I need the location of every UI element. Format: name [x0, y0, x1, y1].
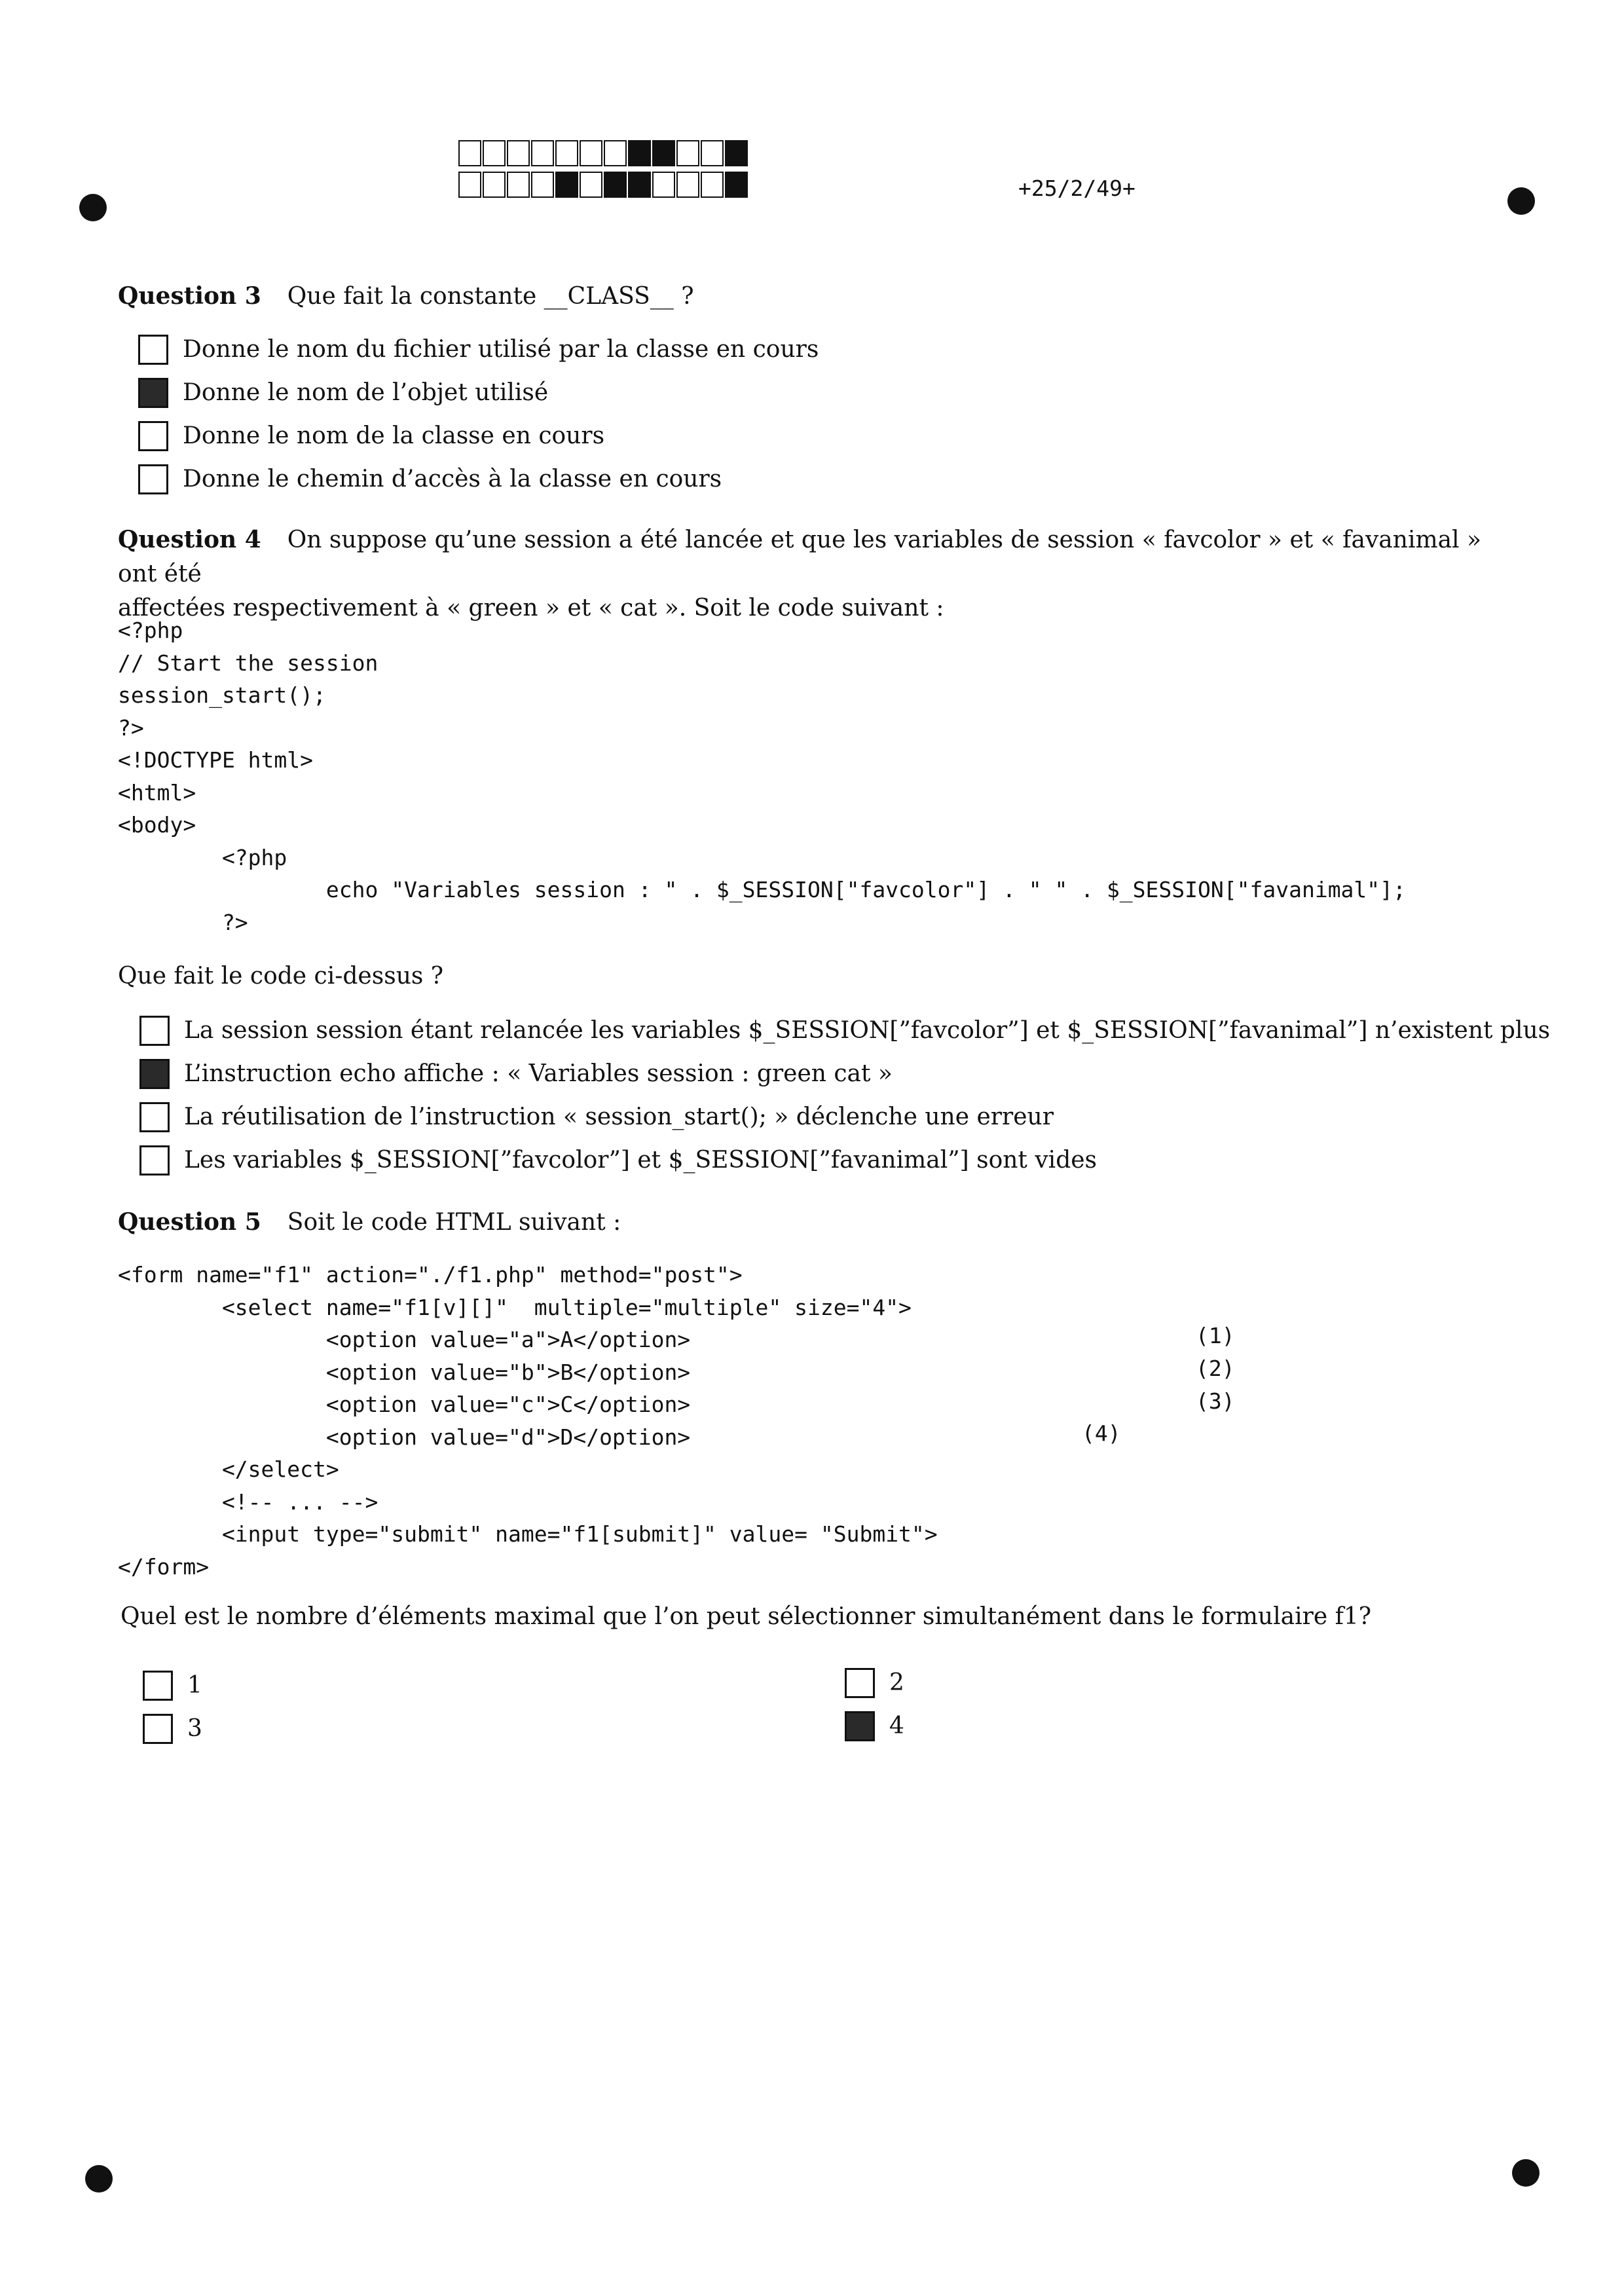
checkbox[interactable] — [138, 335, 168, 365]
question-3-label: Question 3 — [118, 282, 261, 310]
choice-label: Donne le nom de la classe en cours — [183, 422, 605, 449]
barcode-top-cell — [458, 140, 481, 166]
checkbox[interactable] — [139, 1102, 170, 1132]
choice-label: Les variables $_SESSION[”favcolor”] et $_SESSION[”favanimal”] sont vides — [184, 1147, 1098, 1174]
checkbox[interactable] — [138, 464, 168, 494]
checkbox[interactable] — [143, 1671, 173, 1701]
checkbox[interactable] — [139, 1016, 170, 1046]
q4-choice-2[interactable] — [139, 1058, 893, 1090]
barcode-top-cell — [507, 140, 530, 166]
checkbox[interactable] — [139, 1059, 170, 1089]
q3-choice-1[interactable] — [138, 334, 819, 365]
q4-choice-3[interactable] — [139, 1102, 1054, 1133]
q5-choice-3[interactable] — [143, 1713, 202, 1745]
code-marker-3: (3) — [1196, 1388, 1235, 1414]
barcode-bottom-cell — [701, 172, 724, 198]
q5-choice-4[interactable] — [845, 1711, 904, 1742]
choice-label: L’instruction echo affiche : « Variables session : green cat » — [184, 1060, 893, 1087]
choice-label: Donne le nom de l’objet utilisé — [183, 379, 549, 406]
barcode-top-cell — [676, 140, 699, 166]
question-4-text — [118, 523, 1506, 625]
q3-choice-3[interactable] — [138, 420, 604, 452]
code-marker-2: (2) — [1196, 1356, 1235, 1381]
choice-label: Donne le chemin d’accès à la classe en cours — [183, 466, 722, 492]
checkbox[interactable] — [845, 1668, 875, 1698]
q4-choice-1[interactable] — [139, 1015, 1550, 1046]
registration-dot-bottom-left — [85, 2165, 113, 2193]
barcode-top-row — [458, 140, 749, 169]
checkbox[interactable] — [138, 378, 168, 408]
checkbox[interactable] — [143, 1714, 173, 1744]
q4-choice-4[interactable] — [139, 1145, 1097, 1176]
question-5-label: Question 5 — [118, 1208, 261, 1236]
checkbox[interactable] — [845, 1711, 875, 1741]
question-5-prompt: Quel est le nombre d’éléments maximal que l’on peut sélectionner simultanément dans le formulaire f1? — [120, 1603, 1372, 1630]
checkbox[interactable] — [138, 421, 168, 451]
barcode-bottom-cell — [507, 172, 530, 198]
barcode-top-cell — [725, 140, 748, 166]
question-4-line-1: On suppose qu’une session a été lancée et que les variables de session « favcolor » et « favanimal » ont été — [118, 527, 1482, 587]
barcode-top-cell — [652, 140, 675, 166]
barcode-top-cell — [701, 140, 724, 166]
registration-dot-bottom-right — [1512, 2159, 1540, 2187]
registration-dot-top-right — [1507, 187, 1535, 215]
html-code-block: <form name="f1" action="./f1.php" method="post"> <select name="f1[v][]" multiple="multiple" size="4"> <option value="a">A</option> <option value="b">B</option> <option value="c">C</option> <option value="d">D</option> </select> <!-- ... --> <input type="submit" name="f1[submit]" value= "Submit"> </form> — [118, 1262, 938, 1580]
barcode-top-cell — [580, 140, 602, 166]
q5-choice-2[interactable] — [845, 1667, 904, 1699]
q3-choice-4[interactable] — [138, 464, 722, 495]
choice-label: 4 — [889, 1713, 904, 1739]
question-5-header — [118, 1206, 621, 1238]
choice-label: La session session étant relancée les variables $_SESSION[”favcolor”] et $_SESSION[”favanimal”] n’existent plus — [184, 1017, 1551, 1044]
barcode-bottom-cell — [725, 172, 748, 198]
barcode-top-cell — [604, 140, 627, 166]
choice-label: 3 — [187, 1715, 202, 1742]
question-4-prompt: Que fait le code ci-dessus ? — [118, 963, 444, 990]
choice-label: Donne le nom du fichier utilisé par la classe en cours — [183, 336, 819, 363]
barcode-bottom-cell — [458, 172, 481, 198]
question-3-header — [118, 280, 694, 312]
choice-label: 2 — [889, 1669, 904, 1696]
barcode-top-cell — [628, 140, 651, 166]
barcode-bottom-cell — [676, 172, 699, 198]
question-3-text: Que fait la constante __CLASS__ ? — [287, 283, 694, 310]
php-code-block: <?php // Start the session session_start(); ?> <!DOCTYPE html> <html> <body> <?php echo "Variables session : " . $_SESSION["favcolor"] . " " . $_SESSION["favanimal"]; ?> — [118, 618, 1406, 935]
barcode-bottom-cell — [555, 172, 578, 198]
choice-label: La réutilisation de l’instruction « session_start(); » déclenche une erreur — [184, 1103, 1054, 1130]
q5-choice-1[interactable] — [143, 1670, 202, 1701]
choice-label: 1 — [187, 1672, 202, 1699]
checkbox[interactable] — [139, 1145, 170, 1176]
barcode-bottom-cell — [580, 172, 602, 198]
code-marker-1: (1) — [1196, 1323, 1235, 1348]
barcode-bottom-cell — [604, 172, 627, 198]
question-4-line-2: affectées respectivement à « green » et « cat ». Soit le code suivant : — [118, 595, 944, 621]
code-marker-4: (4) — [1082, 1420, 1121, 1446]
barcode-bottom-cell — [531, 172, 554, 198]
question-5-text: Soit le code HTML suivant : — [287, 1209, 621, 1236]
barcode-bottom-row — [458, 172, 749, 200]
page-id: +25/2/49+ — [1018, 176, 1135, 201]
barcode-top-cell — [483, 140, 506, 166]
barcode-bottom-cell — [483, 172, 506, 198]
barcode-top-cell — [531, 140, 554, 166]
q3-choice-2[interactable] — [138, 377, 548, 409]
barcode-bottom-cell — [628, 172, 651, 198]
question-4-label: Question 4 — [118, 526, 261, 553]
barcode-top-cell — [555, 140, 578, 166]
barcode-bottom-cell — [652, 172, 675, 198]
registration-dot-top-left — [79, 194, 107, 221]
